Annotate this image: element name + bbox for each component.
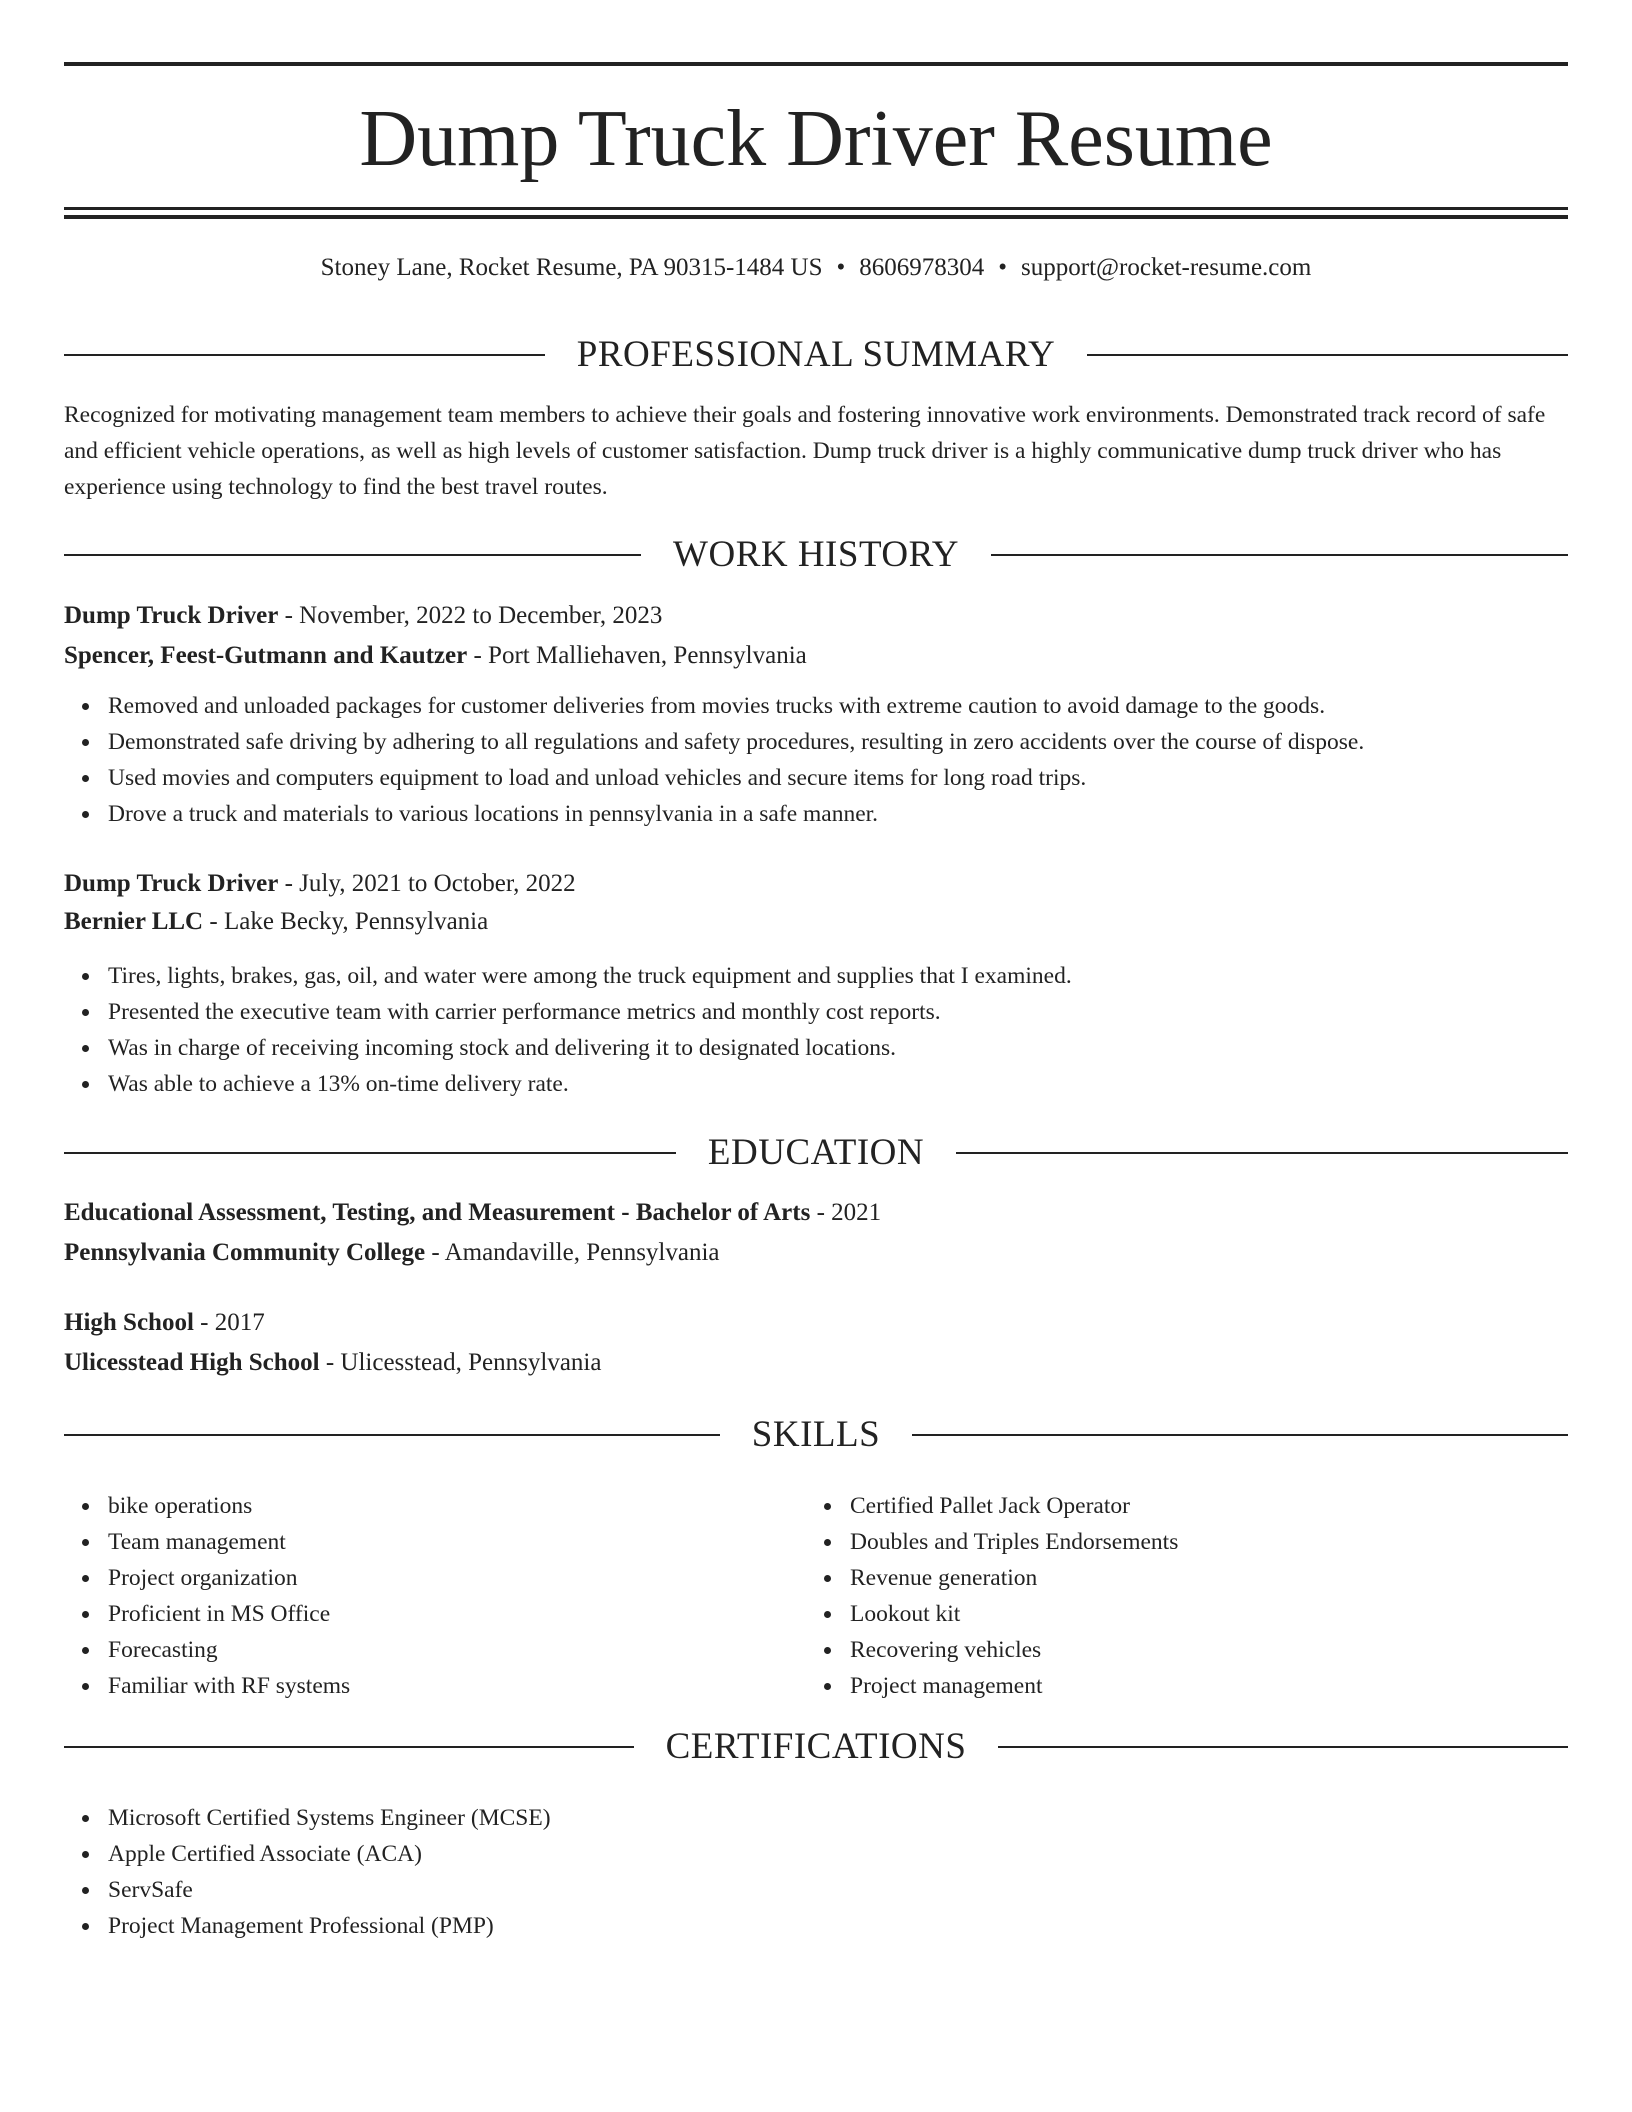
skill-item: Recovering vehicles (850, 1632, 1178, 1668)
certification-item: Apple Certified Associate (ACA) (108, 1836, 551, 1872)
job-title-row (64, 600, 1568, 632)
heading-rule (991, 554, 1568, 556)
job-title-row (64, 868, 1568, 900)
certification-item: Microsoft Certified Systems Engineer (MCSE) (108, 1800, 551, 1836)
heading-rule (64, 1746, 634, 1748)
contact-line (64, 252, 1568, 284)
skill-item: bike operations (108, 1488, 350, 1524)
job-duty: Was in charge of receiving incoming stock and delivering it to designated locations. (108, 1030, 1072, 1066)
skill-item: Lookout kit (850, 1596, 1178, 1632)
skill-item: Team management (108, 1524, 350, 1560)
section-heading-label: EDUCATION (707, 1132, 925, 1173)
job-location: - Lake Becky, Pennsylvania (203, 908, 489, 935)
education-degree-row (64, 1197, 1568, 1229)
section-heading-label: CERTIFICATIONS (665, 1726, 967, 1767)
skill-item: Certified Pallet Jack Operator (850, 1488, 1178, 1524)
section-heading-certifications (64, 1725, 1568, 1769)
certification-item: ServSafe (108, 1872, 551, 1908)
job-duty: Was able to achieve a 13% on-time delivery rate. (108, 1066, 1072, 1102)
education-year: - 2017 (193, 1309, 265, 1336)
header-bottom-rule (64, 207, 1568, 210)
skills-list-left (64, 1488, 350, 1704)
certifications-list (64, 1800, 551, 1944)
job-company: Spencer, Feest-Gutmann and Kautzer (64, 642, 468, 669)
section-heading-label: SKILLS (751, 1414, 881, 1455)
job-duties-list (64, 688, 1364, 832)
heading-rule (64, 354, 545, 356)
education-degree-row (64, 1307, 1568, 1339)
heading-rule (1087, 354, 1568, 356)
job-company-row (64, 640, 1568, 672)
skill-item: Forecasting (108, 1632, 350, 1668)
skill-item: Project management (850, 1668, 1178, 1704)
job-title: Dump Truck Driver (64, 870, 279, 897)
skill-item: Doubles and Triples Endorsements (850, 1524, 1178, 1560)
header-top-rule (64, 62, 1568, 66)
section-heading-summary (64, 333, 1568, 377)
skills-list-right (806, 1488, 1178, 1704)
education-school: Pennsylvania Community College (64, 1239, 426, 1266)
education-location: - Ulicesstead, Pennsylvania (319, 1349, 602, 1376)
heading-rule (64, 1152, 676, 1154)
job-dates: - November, 2022 to December, 2023 (278, 602, 663, 629)
summary-text: Recognized for motivating management team members to achieve their goals and fostering innovative work environments. Demonstrated track record of safe and efficient vehicle operations, as well as high levels of customer satisfaction. Dump truck driver is a highly communicative dump truck driver who has experience using technology to find the best travel routes. (64, 402, 1546, 500)
heading-rule (956, 1152, 1568, 1154)
education-degree: High School (64, 1309, 194, 1336)
education-school-row (64, 1237, 1568, 1269)
section-heading-work-history (64, 533, 1568, 577)
skill-item: Revenue generation (850, 1560, 1178, 1596)
job-company: Bernier LLC (64, 908, 204, 935)
skill-item: Project organization (108, 1560, 350, 1596)
job-location: - Port Malliehaven, Pennsylvania (467, 642, 807, 669)
education-school-row (64, 1347, 1568, 1379)
job-duty: Used movies and computers equipment to load and unload vehicles and secure items for long road trips. (108, 760, 1364, 796)
heading-rule (64, 554, 641, 556)
contact-email: support@rocket-resume.com (1021, 254, 1312, 281)
education-degree: Educational Assessment, Testing, and Measurement - Bachelor of Arts (64, 1199, 811, 1226)
job-dates: - July, 2021 to October, 2022 (278, 870, 576, 897)
certification-item: Project Management Professional (PMP) (108, 1908, 551, 1944)
heading-rule (64, 1434, 720, 1436)
education-school: Ulicesstead High School (64, 1349, 320, 1376)
page-title: Dump Truck Driver Resume (359, 95, 1273, 183)
header-bottom-rule-2 (64, 215, 1568, 219)
job-duty: Demonstrated safe driving by adhering to all regulations and safety procedures, resulting in zero accidents over the course of dispose. (108, 724, 1364, 760)
contact-separator: • (836, 254, 846, 281)
education-year: - 2021 (810, 1199, 882, 1226)
job-duty: Removed and unloaded packages for customer deliveries from movies trucks with extreme caution to avoid damage to the goods. (108, 688, 1364, 724)
section-heading-label: WORK HISTORY (673, 534, 959, 575)
job-duties-list (64, 958, 1072, 1102)
contact-phone: 8606978304 (859, 254, 985, 281)
contact-address: Stoney Lane, Rocket Resume, PA 90315-1484 US (320, 254, 823, 281)
section-heading-skills (64, 1413, 1568, 1457)
section-heading-education (64, 1131, 1568, 1175)
job-title: Dump Truck Driver (64, 602, 279, 629)
job-duty: Presented the executive team with carrier performance metrics and monthly cost reports. (108, 994, 1072, 1030)
education-location: - Amandaville, Pennsylvania (425, 1239, 720, 1266)
contact-separator: • (998, 254, 1008, 281)
section-heading-label: PROFESSIONAL SUMMARY (576, 334, 1056, 375)
job-duty: Drove a truck and materials to various locations in pennsylvania in a safe manner. (108, 796, 1364, 832)
skill-item: Proficient in MS Office (108, 1596, 350, 1632)
job-company-row (64, 906, 1568, 938)
skill-item: Familiar with RF systems (108, 1668, 350, 1704)
heading-rule (912, 1434, 1568, 1436)
heading-rule (998, 1746, 1568, 1748)
job-duty: Tires, lights, brakes, gas, oil, and water were among the truck equipment and supplies that I examined. (108, 958, 1072, 994)
